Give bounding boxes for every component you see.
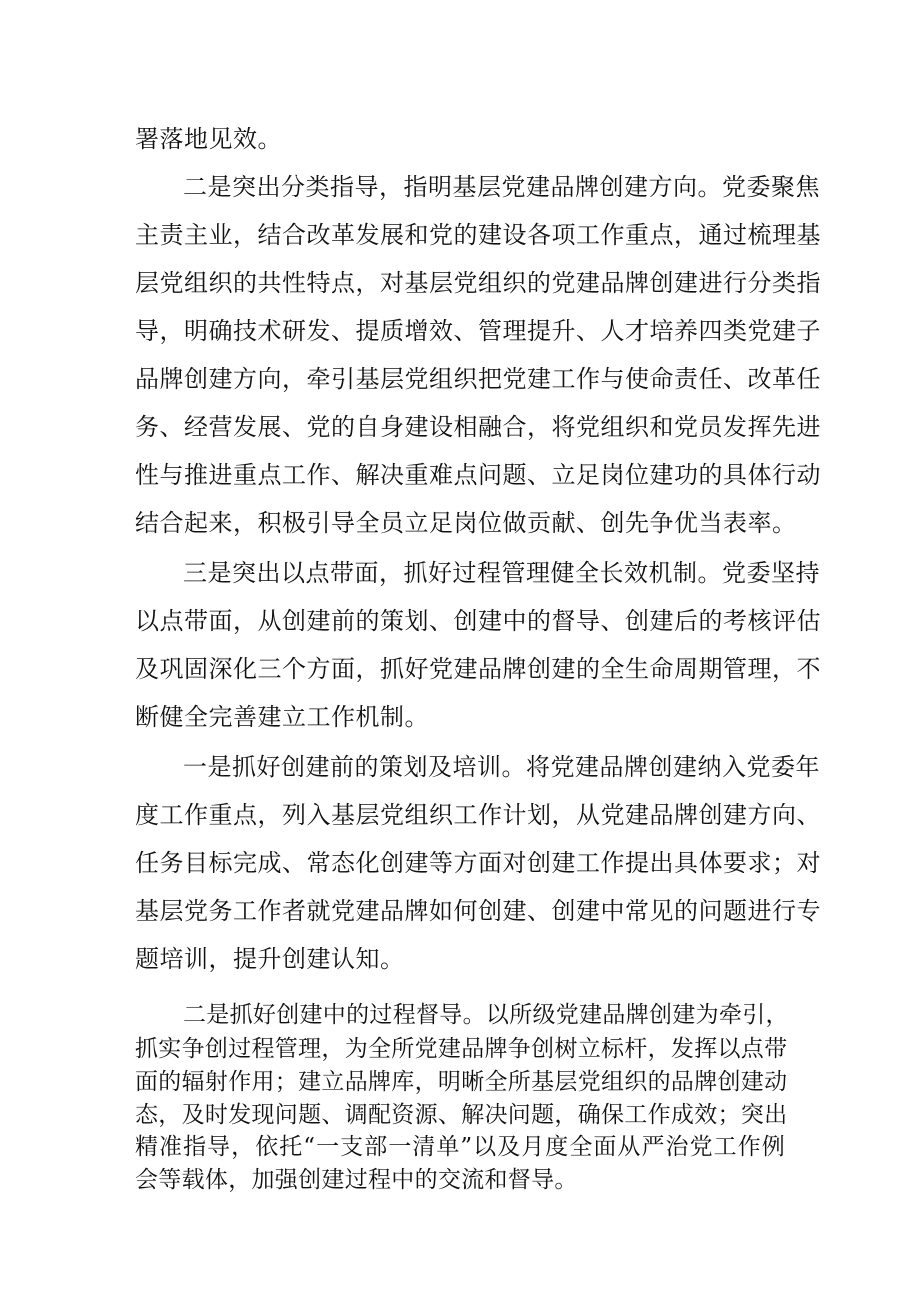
paragraph-line: 断健全完善建立工作机制。 bbox=[135, 703, 429, 731]
paragraph-line: 题培训，提升创建认知。 bbox=[135, 945, 405, 973]
paragraph-line: 会等载体，加强创建过程中的交流和督导。 bbox=[135, 1167, 578, 1193]
paragraph-line: 基层党务工作者就党建品牌如何创建、创建中常见的问题进行专 bbox=[135, 897, 821, 925]
paragraph-line: 以点带面，从创建前的策划、创建中的督导、创建后的考核评估 bbox=[135, 607, 821, 635]
paragraph-line: 二是突出分类指导，指明基层党建品牌创建方向。党委聚焦 bbox=[183, 173, 820, 201]
paragraph-line: 结合起来，积极引导全员立足岗位做贡献、创先争优当表率。 bbox=[135, 509, 797, 537]
paragraph-line: 务、经营发展、党的自身建设相融合，将党组织和党员发挥先进 bbox=[135, 413, 821, 441]
paragraph-line: 任务目标完成、常态化创建等方面对创建工作提出具体要求；对 bbox=[135, 849, 821, 877]
paragraph-line: 署落地见效。 bbox=[135, 125, 282, 153]
paragraph-line: 三是突出以点带面，抓好过程管理健全长效机制。党委坚持 bbox=[183, 559, 820, 587]
paragraph-line: 度工作重点，列入基层党组织工作计划，从党建品牌创建方向、 bbox=[135, 801, 821, 829]
paragraph-line: 一是抓好创建前的策划及培训。将党建品牌创建纳入党委年 bbox=[183, 753, 820, 781]
paragraph-line: 面的辐射作用；建立品牌库，明晰全所基层党组织的品牌创建动 bbox=[135, 1069, 788, 1095]
paragraph-line: 主责主业，结合改革发展和党的建设各项工作重点，通过梳理基 bbox=[135, 221, 821, 249]
paragraph-line: 品牌创建方向，牵引基层党组织把党建工作与使命责任、改革任 bbox=[135, 365, 821, 393]
paragraph-line: 层党组织的共性特点，对基层党组织的党建品牌创建进行分类指 bbox=[135, 269, 821, 297]
paragraph-line: 态，及时发现问题、调配资源、解决问题，确保工作成效；突出 bbox=[135, 1102, 788, 1128]
paragraph-line: 二是抓好创建中的过程督导。以所级党建品牌创建为牵引， bbox=[183, 1002, 789, 1028]
paragraph-line: 精准指导，依托“一支部一清单”以及月度全面从严治党工作例 bbox=[135, 1134, 785, 1160]
paragraph-line: 导，明确技术研发、提质增效、管理提升、人才培养四类党建子 bbox=[135, 317, 821, 345]
paragraph-line: 抓实争创过程管理，为全所党建品牌争创树立标杆，发挥以点带 bbox=[135, 1036, 788, 1062]
paragraph-line: 及巩固深化三个方面，抓好党建品牌创建的全生命周期管理，不 bbox=[135, 655, 821, 683]
paragraph-line: 性与推进重点工作、解决重难点问题、立足岗位建功的具体行动 bbox=[135, 461, 821, 489]
